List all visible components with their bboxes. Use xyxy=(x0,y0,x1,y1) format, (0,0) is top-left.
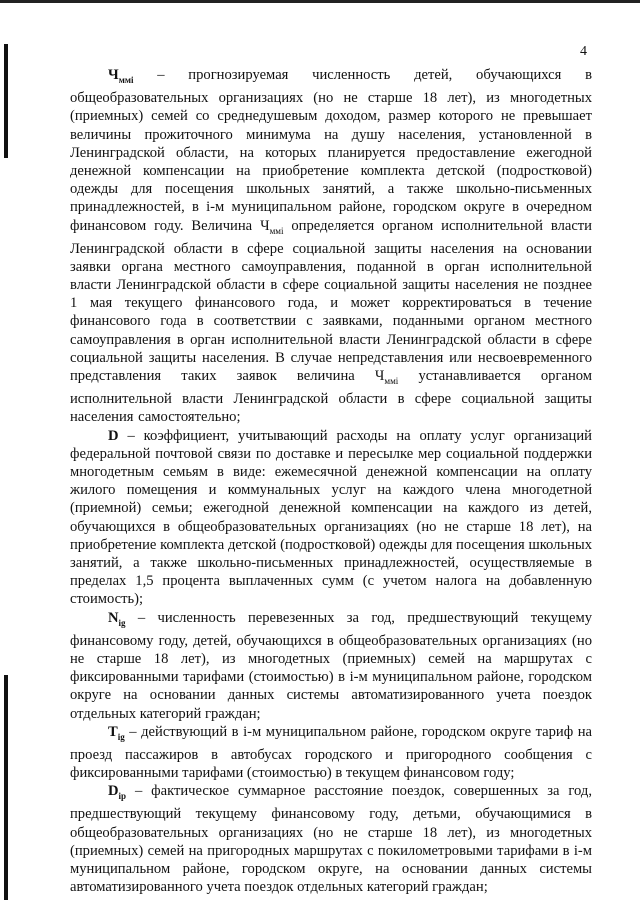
definition-paragraph-dip xyxy=(70,782,592,896)
term-symbol xyxy=(108,67,133,83)
definition-text: – прогнозируемая численность детей, обучающихся в общеобразовательных организациях (но не старше 18 лет), из многодетных (приемных) семей со среднедушевым доходом, размер которого не превышает величины прожиточного минимума на душу населения, установленной в Ленинградской области, на которых планируется предоставление ежегодной денежной компенсации на приобретение комплекта детской (подростковой) одежды для посещения школьных занятий, а также школьно-письменных принадлежностей, в і-м муниципальном районе, городском округе в очередном финансовом году. Величина Ч xyxy=(70,67,592,234)
definition-text: – действующий в і-м муниципальном районе, городском округе тариф на проезд пассажиров в автобусах городского и пригородного сообщения с фиксированными тарифами (стоимостью) в текущем финансовом году; xyxy=(70,723,592,782)
definition-paragraph-tig xyxy=(70,723,592,783)
term-symbol xyxy=(108,783,127,802)
term-letter: N xyxy=(108,609,119,626)
top-border-line xyxy=(0,0,640,3)
definition-paragraph-nig xyxy=(70,609,592,723)
left-margin-mark-top xyxy=(4,44,8,158)
term-letter: D xyxy=(108,427,119,444)
definition-text-3: устанавливается органом исполнительной власти Ленинградской области в сфере социальной защиты населения самостоятельно; xyxy=(70,368,593,426)
term-symbol xyxy=(108,724,125,740)
term-symbol xyxy=(108,428,119,444)
term-subscript: ig xyxy=(118,617,126,628)
definition-paragraph-d xyxy=(70,427,592,609)
term-subscript: ммі xyxy=(118,74,134,85)
term-letter: T xyxy=(108,723,118,740)
term-letter: D xyxy=(108,783,119,800)
definition-text: – численность перевезенных за год, предшествующий текущему финансовому году, детей, обучающихся в общеобразовательных организациях (но не старше 18 лет), из многодетных (приемных) семей на маршрутах с фиксированными тарифами (стоимостью) в і-м муниципальном районе, городском округе на основании данных системы автоматизированного учета поездок отдельных категорий граждан; xyxy=(70,609,592,722)
page-number: 4 xyxy=(580,44,587,59)
term-letter: Ч xyxy=(108,67,119,83)
document-body xyxy=(70,66,592,896)
left-margin-mark-bottom xyxy=(4,675,8,900)
definition-text: – коэффициент, учитывающий расходы на оплату услуг организаций федеральной почтовой связи по доставке и пересылке мер социальной поддержки многодетным семьям в виде: ежемесячной денежной компенсации на оплату жилого помещения и коммунальных услуг на каждого члена многодетной (приемной) семьи; ежегодной денежной компенсации на каждого из детей, обучающихся в общеобразовательных организациях (но не старше 18 лет), на приобретение комплекта детской (подростковой) одежды для посещения школьных занятий, а также школьно-письменных принадлежностей, осуществляемые в пределах 1,5 процента выплаченных сумм (с учетом налога на добавленную стоимость); xyxy=(70,427,592,608)
term-subscript: ip xyxy=(118,791,127,802)
inline-subscript-2: ммі xyxy=(384,375,399,386)
inline-subscript: ммі xyxy=(269,225,284,236)
definition-paragraph-chmmi xyxy=(70,66,592,427)
term-subscript: ig xyxy=(117,731,125,742)
term-symbol xyxy=(108,610,126,626)
definition-text-2: определяется органом исполнительной власти Ленинградской области в сфере социальной защиты населения на основании заявки органа местного самоуправления, поданной в орган исполнительной власти Ленинградской области в сфере социальной защиты населения не позднее 1 мая текущего финансового года, и может корректироваться в течение финансового года в соответствии с заявками, поданными органом местного самоуправления в орган исполнительной власти Ленинградской области в сфере социальной защиты населения. В случае непредставления или несвоевременного представления таких заявок величина Ч xyxy=(70,217,592,385)
definition-text: – фактическое суммарное расстояние поездок, совершенных за год, предшествующий текущему финансовому году, детьми, обучающимися в общеобразовательных организациях (но не старше 18 лет), из многодетных (приемных) семей на пригородных маршрутах с покилометровыми тарифами в і-м муниципальном районе, городском округе, на основании данных системы автоматизированного учета поездок отдельных категорий граждан; xyxy=(70,783,592,896)
